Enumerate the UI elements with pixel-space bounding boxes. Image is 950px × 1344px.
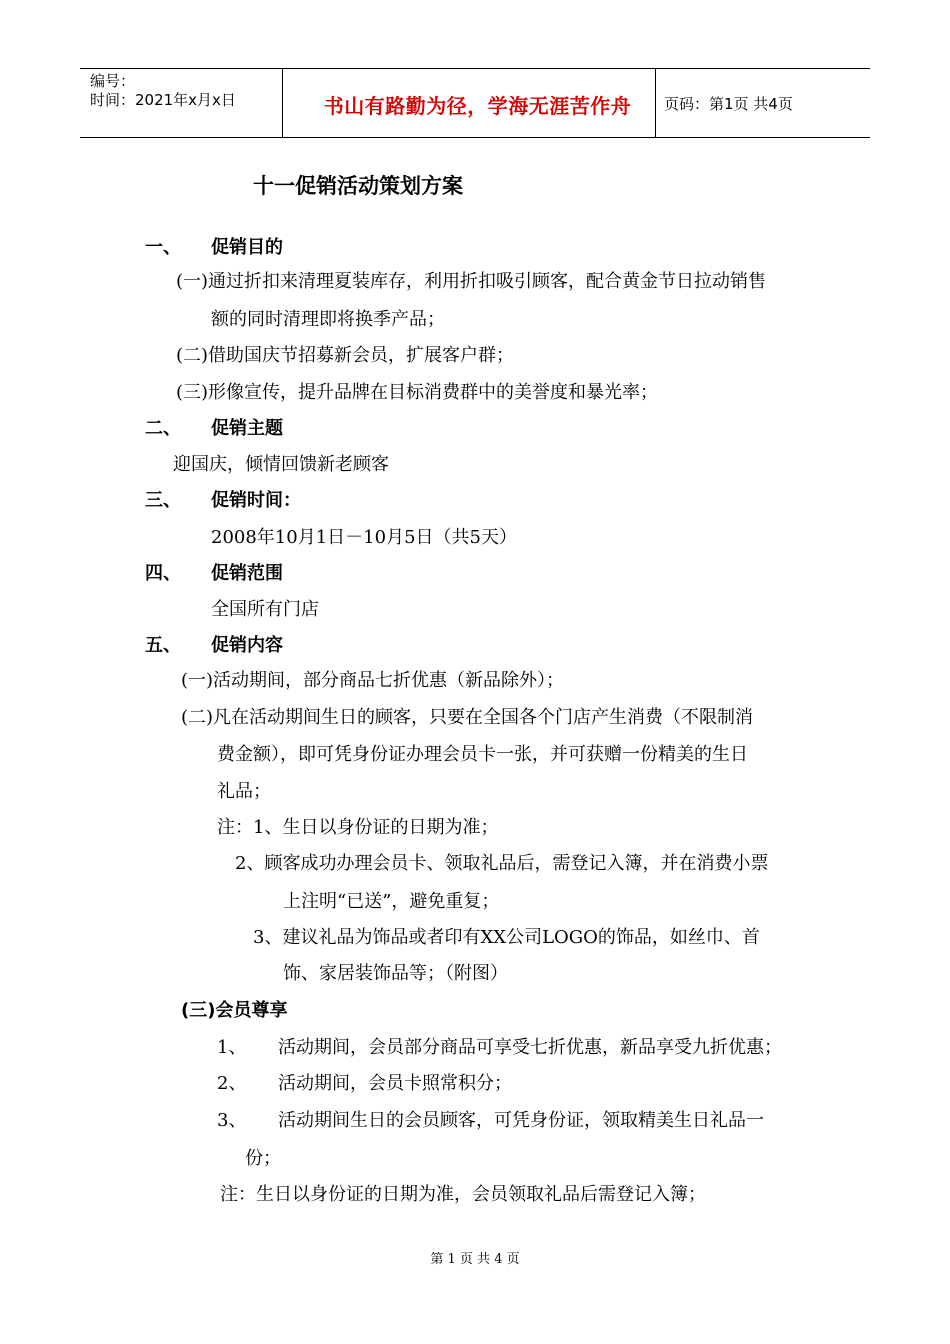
section-number: 五、 — [145, 635, 181, 656]
section-title: 促销内容 — [211, 635, 283, 656]
page-footer: 第 1 页 共 4 页 — [430, 1252, 520, 1267]
section-title: 促销主题 — [211, 418, 283, 439]
section-title: 促销时间： — [211, 490, 301, 511]
paragraph-line: 2008年10月1日－10月5日（共5天） — [211, 527, 517, 548]
list-item: 活动期间，会员部分商品可享受七折优惠，新品享受九折优惠； — [278, 1037, 782, 1058]
header-divider — [282, 69, 283, 137]
section-number: 二、 — [145, 418, 181, 439]
paragraph-line: (一)通过折扣来清理夏装库存，利用折扣吸引顾客，配合黄金节日拉动销售 — [176, 271, 767, 292]
list-item: 活动期间生日的会员顾客，可凭身份证，领取精美生日礼品一 — [278, 1110, 764, 1131]
header-motto: 书山有路勤为径，学海无涯苦作舟 — [323, 94, 632, 118]
document-date: 时间：2021年x月x日 — [90, 91, 236, 109]
document-header — [80, 68, 870, 138]
header-meta — [90, 72, 236, 110]
paragraph-line: (二)凡在活动期间生日的顾客，只要在全国各个门店产生消费（不限制消 — [181, 707, 754, 728]
document-number-label: 编号： — [90, 72, 136, 90]
subsection-title: (三)会员尊享 — [181, 1000, 288, 1021]
list-item-continuation: 份； — [245, 1148, 281, 1169]
list-item: 活动期间，会员卡照常积分； — [278, 1073, 512, 1094]
section-number: 三、 — [145, 490, 181, 511]
list-number: 2、 — [217, 1073, 247, 1094]
note-line: 注：生日以身份证的日期为准，会员领取礼品后需登记入簿； — [220, 1184, 706, 1205]
header-divider — [655, 69, 656, 137]
header-page-counter: 页码：第1页 共4页 — [664, 95, 793, 113]
section-title: 促销范围 — [211, 563, 283, 584]
page-title: 十一促销活动策划方案 — [253, 174, 463, 198]
paragraph-line: 迎国庆，倾情回馈新老顾客 — [173, 454, 389, 475]
paragraph-line: (一)活动期间，部分商品七折优惠（新品除外）； — [181, 670, 565, 691]
note-line: 饰、家居装饰品等；（附图） — [283, 963, 508, 984]
note-line: 上注明“已送”，避免重复； — [283, 891, 500, 912]
list-number: 1、 — [217, 1037, 247, 1058]
list-number: 3、 — [217, 1110, 247, 1131]
section-number: 四、 — [145, 563, 181, 584]
note-line: 2、顾客成功办理会员卡、领取礼品后，需登记入簿，并在消费小票 — [235, 853, 769, 874]
paragraph-line: 全国所有门店 — [211, 599, 319, 620]
paragraph-line: 额的同时清理即将换季产品； — [211, 309, 445, 330]
note-line: 注：1、生日以身份证的日期为准； — [217, 817, 499, 838]
paragraph-line: 费金额），即可凭身份证办理会员卡一张，并可获赠一份精美的生日 — [217, 744, 748, 765]
note-line: 3、建议礼品为饰品或者印有XX公司LOGO的饰品，如丝巾、首 — [253, 927, 760, 948]
paragraph-line: (二)借助国庆节招募新会员，扩展客户群； — [176, 345, 515, 366]
section-number: 一、 — [145, 237, 181, 258]
paragraph-line: (三)形像宣传，提升品牌在目标消费群中的美誉度和暴光率； — [176, 382, 659, 403]
section-title: 促销目的 — [211, 237, 283, 258]
paragraph-line: 礼品； — [217, 781, 271, 802]
